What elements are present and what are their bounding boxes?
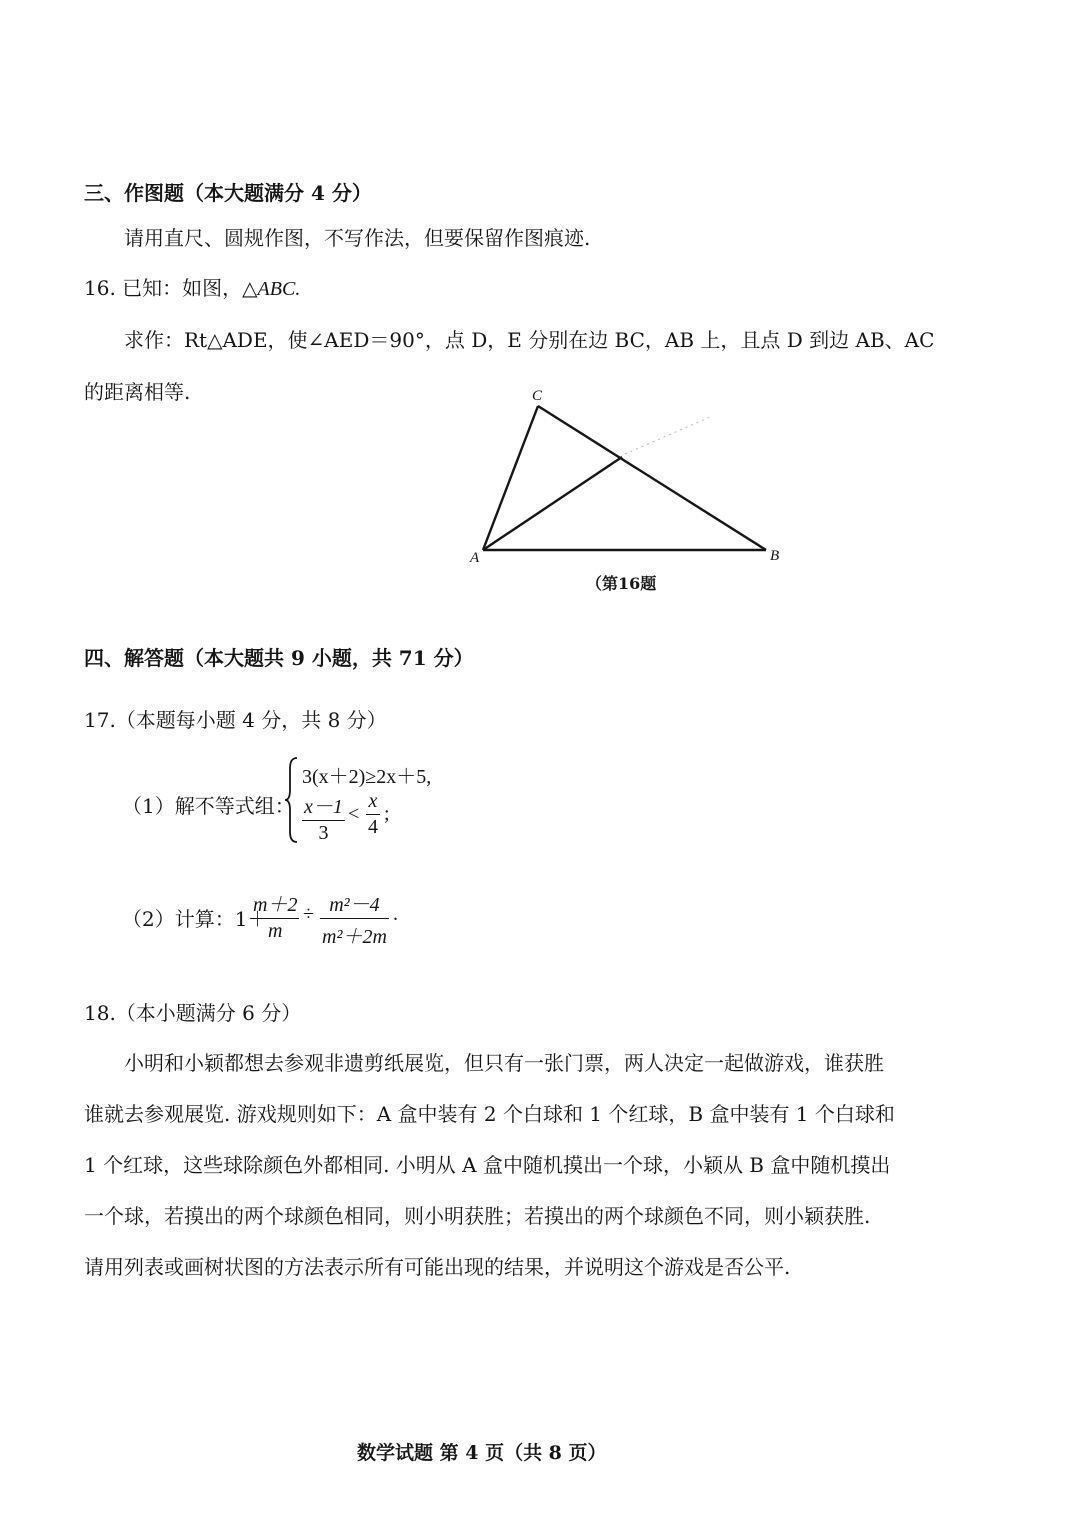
q18-line-1: 小明和小颖都想去参观非遗剪纸展览，但只有一张门票，两人决定一起做游戏，谁获胜 <box>124 1051 884 1075</box>
semicolon: ; <box>384 803 390 825</box>
vertex-label-b: B <box>770 548 780 564</box>
q16-task-continued: 的距离相等. <box>84 380 191 404</box>
q16-task: 求作：Rt△ADE，使∠AED＝90°，点 D，E 分别在边 BC，AB 上，且点 D 到边 AB、AC <box>124 328 935 352</box>
q16-given-triangle: △ABC. <box>242 278 301 300</box>
triangle-abc-diagram <box>460 382 800 602</box>
inequality-2-rhs <box>366 790 380 839</box>
period: . <box>393 903 398 925</box>
section-4-heading: 四、解答题（本大题共 9 小题，共 71 分） <box>84 646 474 670</box>
segment-from-a <box>483 457 622 550</box>
q18-line-5: 请用列表或画树状图的方法表示所有可能出现的结果，并说明这个游戏是否公平. <box>84 1255 791 1279</box>
fraction-1-denominator: m <box>268 920 283 942</box>
q18-line-2: 谁就去参观展览. 游戏规则如下：A 盒中装有 2 个白球和 1 个红球，B 盒中装有 1 个白球和 <box>84 1102 895 1126</box>
fraction-bar <box>251 918 299 919</box>
q17-part1-label: （1）解不等式组： <box>122 794 295 818</box>
ineq2-lhs-denominator: 3 <box>318 822 329 844</box>
section-3-heading: 三、作图题（本大题满分 4 分） <box>84 181 372 205</box>
vertex-label-a: A <box>470 550 480 566</box>
q18-header: 18.（本小题满分 6 分） <box>84 1001 302 1025</box>
ineq2-lhs-numerator: x－1 <box>304 796 343 818</box>
vertex-label-c: C <box>532 388 543 404</box>
q18-line-4: 一个球，若摸出的两个球颜色相同，则小明获胜；若摸出的两个球颜色不同，则小颖获胜. <box>84 1204 871 1228</box>
q18-line-3: 1 个红球，这些球除颜色外都相同. 小明从 A 盒中随机摸出一个球，小颖从 B 盒中随机摸出 <box>84 1153 891 1177</box>
q16-figure-caption: （第16题 <box>586 574 657 593</box>
fraction-2-numerator: m²－4 <box>329 894 380 916</box>
page-footer: 数学试题 第 4 页（共 8 页） <box>357 1442 607 1464</box>
expression-fraction-1 <box>251 888 299 943</box>
expression-fraction-2 <box>320 888 389 949</box>
ineq2-rhs-denominator: 4 <box>368 816 378 838</box>
division-sign: ÷ <box>303 903 314 925</box>
ineq2-rhs-numerator: x <box>368 790 378 812</box>
fraction-bar <box>302 820 345 821</box>
less-than-sign: < <box>348 803 360 825</box>
q17-header: 17.（本题每小题 4 分，共 8 分） <box>84 708 387 732</box>
fraction-2-denominator: m²＋2m <box>322 926 387 948</box>
faint-construction-trace <box>625 417 710 454</box>
system-brace <box>283 756 299 844</box>
q16-given-text: 16. 已知：如图， <box>84 276 243 300</box>
q16-given <box>84 272 300 301</box>
section-3-instruction: 请用直尺、圆规作图，不写作法，但要保留作图痕迹. <box>124 226 591 250</box>
fraction-bar <box>320 918 389 919</box>
q17-part2-label: （2）计算：1＋ <box>122 907 268 931</box>
side-ac <box>483 406 538 550</box>
inequality-1: 3(x＋2)≥2x＋5, <box>302 766 432 788</box>
inequality-2-lhs <box>302 790 345 845</box>
side-cb <box>538 406 766 550</box>
fraction-bar <box>366 814 380 815</box>
fraction-1-numerator: m＋2 <box>253 894 298 916</box>
